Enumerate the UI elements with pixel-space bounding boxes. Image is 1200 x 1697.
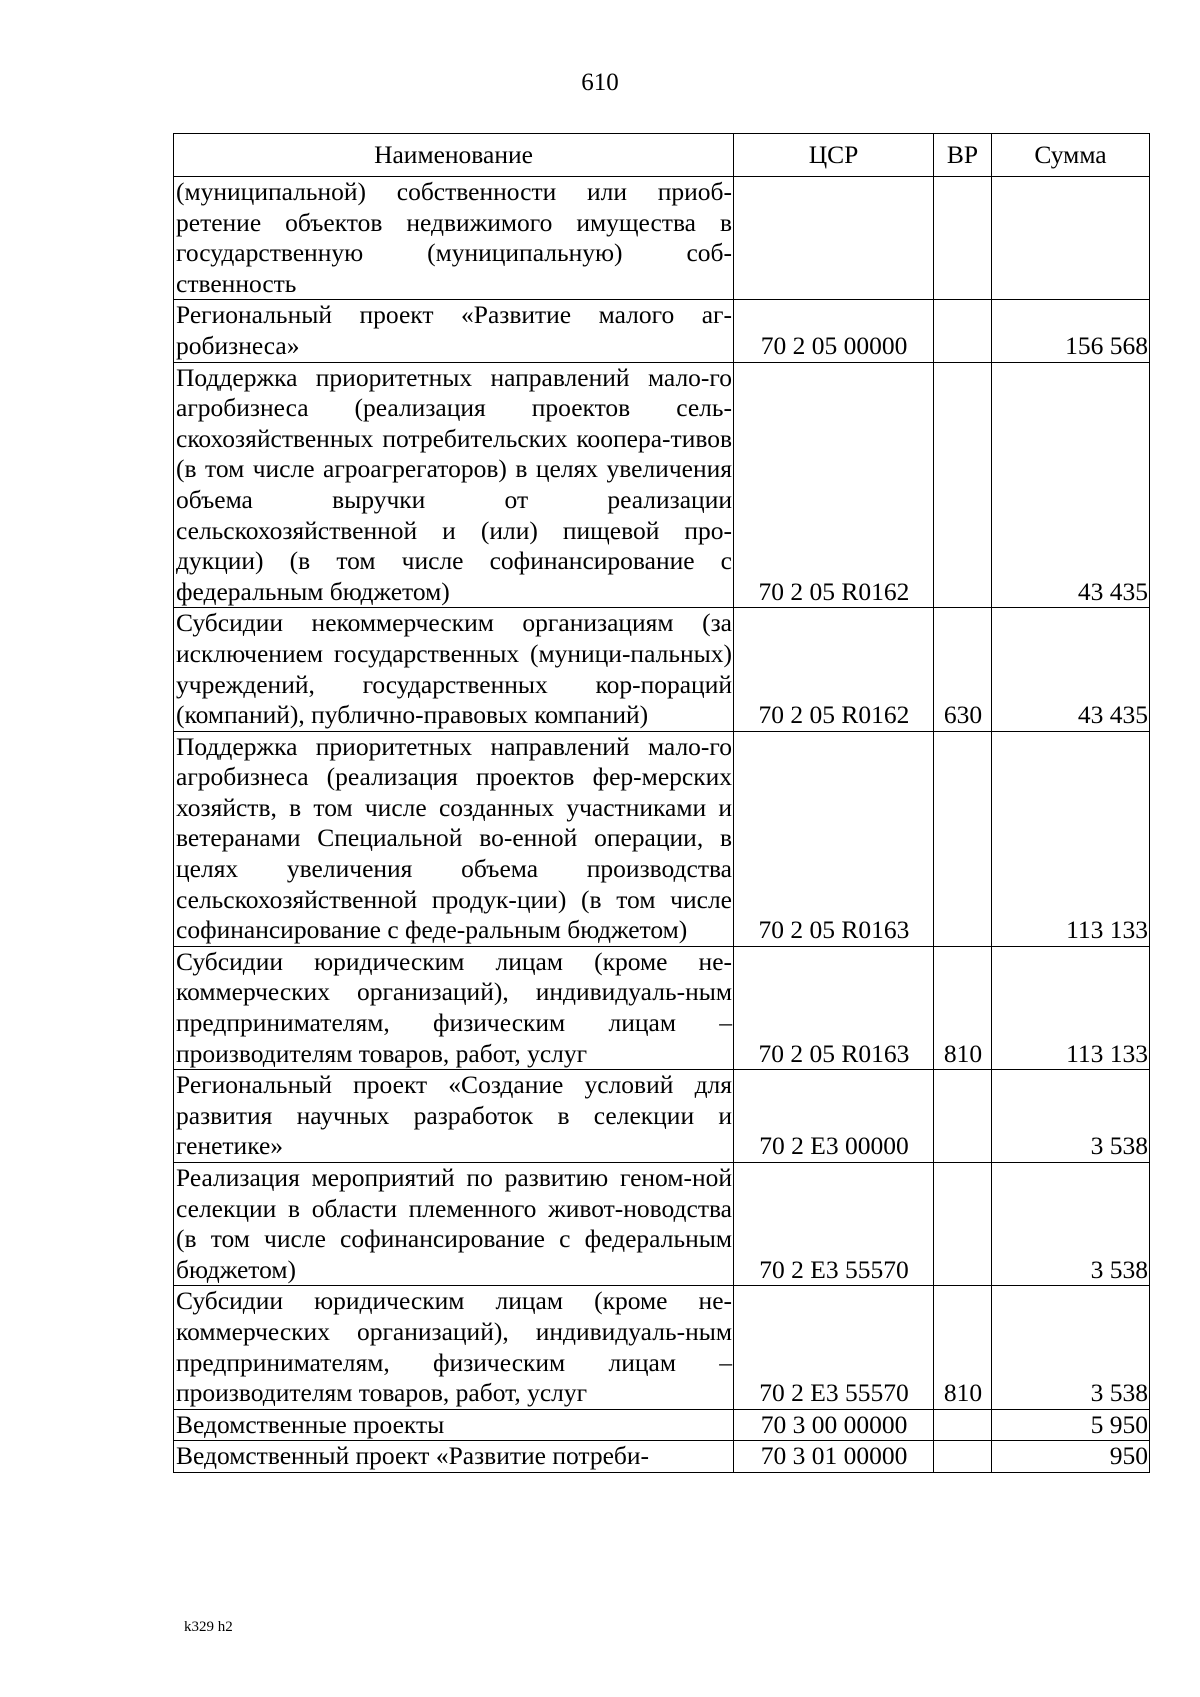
row-csr: 70 2 05 R0162 [734, 362, 934, 608]
row-sum: 5 950 [992, 1409, 1150, 1441]
row-vr [934, 300, 992, 362]
row-sum: 156 568 [992, 300, 1150, 362]
row-vr [934, 1409, 992, 1441]
row-csr: 70 2 Е3 55570 [734, 1163, 934, 1286]
header-sum: Сумма [992, 134, 1150, 177]
row-csr: 70 3 01 00000 [734, 1441, 934, 1473]
row-name: Ведомственный проект «Развитие потреби- [174, 1441, 734, 1473]
row-sum: 3 538 [992, 1163, 1150, 1286]
row-csr: 70 2 Е3 00000 [734, 1070, 934, 1163]
row-name: Субсидии некоммерческим организациям (за исключением государственных (муници-пальных) учреждений, государственных кор-пораций (компаний), публично-правовых компаний) [174, 608, 734, 731]
table-row [174, 1409, 1150, 1441]
row-vr: 810 [934, 1286, 992, 1409]
row-vr [934, 177, 992, 300]
table-row [174, 362, 1150, 608]
row-csr: 70 2 05 R0163 [734, 946, 934, 1069]
row-vr [934, 1163, 992, 1286]
row-vr [934, 1441, 992, 1473]
row-name: Региональный проект «Создание условий для развития научных разработок в селекции и генетике» [174, 1070, 734, 1163]
row-name: Субсидии юридическим лицам (кроме не-коммерческих организаций), индивидуаль-ным предпринимателям, физическим лицам – производителям товаров, работ, услуг [174, 1286, 734, 1409]
row-sum: 3 538 [992, 1070, 1150, 1163]
row-vr [934, 362, 992, 608]
header-vr: ВР [934, 134, 992, 177]
row-vr [934, 1070, 992, 1163]
row-sum: 113 133 [992, 731, 1150, 946]
row-name: Региональный проект «Развитие малого аг-робизнеса» [174, 300, 734, 362]
row-sum: 3 538 [992, 1286, 1150, 1409]
row-vr: 630 [934, 608, 992, 731]
row-sum: 950 [992, 1441, 1150, 1473]
row-csr: 70 2 05 00000 [734, 300, 934, 362]
row-name: Ведомственные проекты [174, 1409, 734, 1441]
row-vr: 810 [934, 946, 992, 1069]
table-row [174, 1286, 1150, 1409]
row-sum: 43 435 [992, 362, 1150, 608]
table-row [174, 946, 1150, 1069]
row-csr: 70 2 05 R0163 [734, 731, 934, 946]
row-vr [934, 731, 992, 946]
row-name: Поддержка приоритетных направлений мало-го агробизнеса (реализация проектов сель-скохозяйственных потребительских коопера-тивов (в том числе агроагрегаторов) в целях увеличения объема выручки от реализации сельскохозяйственной и (или) пищевой про-дукции) (в том числе софинансирование с федеральным бюджетом) [174, 362, 734, 608]
table-row [174, 1163, 1150, 1286]
row-csr [734, 177, 934, 300]
row-csr: 70 3 00 00000 [734, 1409, 934, 1441]
table-row [174, 300, 1150, 362]
table-row [174, 1441, 1150, 1473]
row-sum [992, 177, 1150, 300]
page-number: 610 [581, 69, 619, 96]
table-row [174, 177, 1150, 300]
table-row [174, 731, 1150, 946]
row-csr: 70 2 05 R0162 [734, 608, 934, 731]
row-name: Субсидии юридическим лицам (кроме не-коммерческих организаций), индивидуаль-ным предпринимателям, физическим лицам – производителям товаров, работ, услуг [174, 946, 734, 1069]
document-code: k329 h2 [184, 1619, 233, 1635]
header-csr: ЦСР [734, 134, 934, 177]
budget-table [173, 133, 1150, 1473]
table-row [174, 1070, 1150, 1163]
row-sum: 113 133 [992, 946, 1150, 1069]
table-row [174, 608, 1150, 731]
row-name: Поддержка приоритетных направлений мало-го агробизнеса (реализация проектов фер-мерских хозяйств, в том числе созданных участниками и ветеранами Специальной во-енной операции, в целях увеличения объема производства сельскохозяйственной продук-ции) (в том числе софинансирование с феде-ральным бюджетом) [174, 731, 734, 946]
row-sum: 43 435 [992, 608, 1150, 731]
row-name: (муниципальной) собственности или приоб-ретение объектов недвижимого имущества в государственную (муниципальную) соб-ственность [174, 177, 734, 300]
row-csr: 70 2 Е3 55570 [734, 1286, 934, 1409]
header-name: Наименование [174, 134, 734, 177]
table-header-row [174, 134, 1150, 177]
row-name: Реализация мероприятий по развитию геном-ной селекции в области племенного живот-новодства (в том числе софинансирование с федеральным бюджетом) [174, 1163, 734, 1286]
